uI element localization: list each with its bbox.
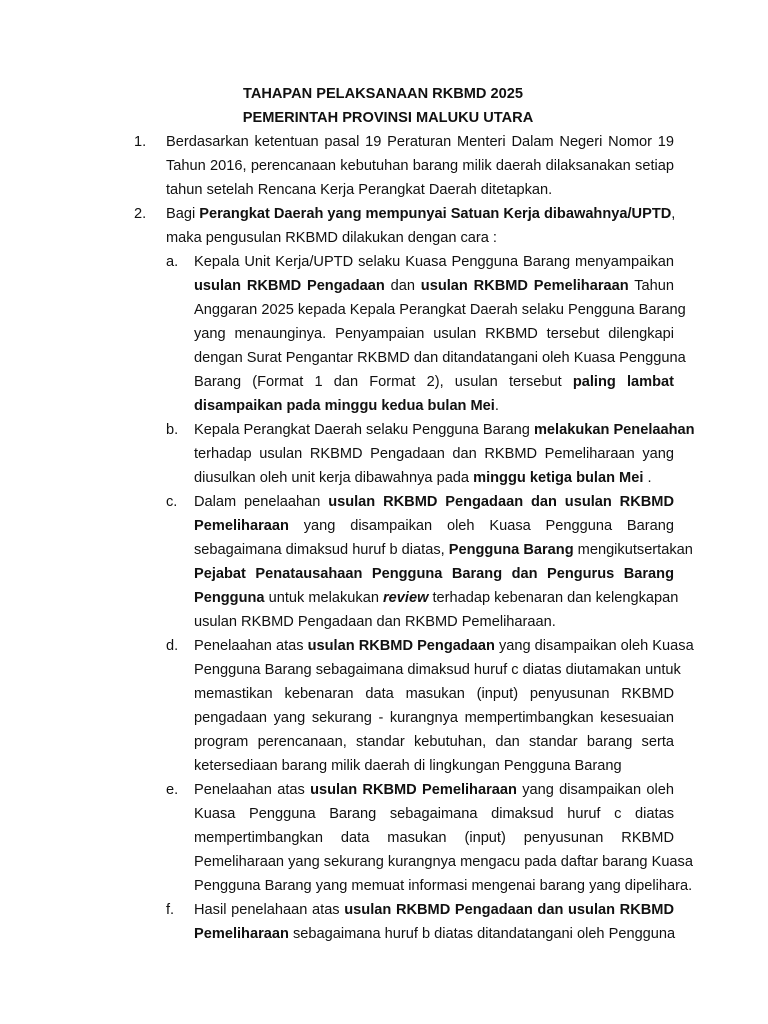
sub-list-letter: c.	[166, 494, 178, 510]
paragraph	[194, 898, 674, 946]
list-item-1	[0, 130, 768, 202]
text-line	[194, 346, 686, 370]
text-run: usulan RKBMD Pengadaan dan RKBMD Pemeliharaan.	[194, 614, 556, 630]
sub-list-letter: d.	[166, 638, 179, 654]
text-line	[194, 394, 674, 418]
text-run: mempertimbangkan data masukan (input) penyusunan RKBMD	[194, 830, 674, 846]
bold-text: Pemeliharaan	[194, 926, 289, 942]
text-line	[194, 538, 693, 562]
text-line	[194, 586, 679, 610]
text-line	[194, 898, 674, 922]
sub-list	[0, 250, 768, 946]
list-number: 2.	[134, 206, 147, 222]
sub-list-letter: f.	[166, 902, 175, 918]
text-run: diusulkan oleh unit kerja dibawahnya pada	[194, 470, 474, 486]
text-run: Kepala Perangkat Daerah selaku Pengguna Barang	[194, 422, 534, 438]
text-line	[194, 826, 674, 850]
text-line	[166, 130, 674, 154]
numbered-list	[0, 130, 768, 946]
text-line	[194, 250, 674, 274]
text-line	[194, 922, 674, 946]
text-run: Penelaahan atas	[194, 782, 311, 798]
sub-list-item	[0, 778, 768, 898]
text-line	[194, 274, 674, 298]
list-item-2	[0, 202, 768, 250]
text-run: Pemeliharaan yang sekurang kurangnya mengacu pada daftar barang Kuasa	[194, 854, 693, 870]
text-line	[194, 562, 674, 586]
text-line	[194, 706, 674, 730]
paragraph	[166, 202, 674, 250]
sub-list-letter: a.	[166, 254, 179, 270]
text-run: Berdasarkan ketentuan pasal 19 Peraturan Menteri Dalam Negeri Nomor 19	[166, 134, 674, 150]
sub-list-item	[0, 634, 768, 778]
sub-list-item	[0, 898, 768, 946]
text-line	[194, 802, 674, 826]
text-line	[194, 322, 674, 346]
text-run: dan	[384, 278, 421, 294]
bold-text: disampaikan pada minggu kedua bulan Mei	[194, 398, 495, 414]
text-run: pengadaan yang sekurang - kurangnya mempertimbangkan kesesuaian	[194, 710, 674, 726]
sub-list-item	[0, 490, 768, 634]
paragraph	[194, 490, 693, 634]
text-line	[194, 778, 674, 802]
text-line	[166, 178, 674, 202]
text-run: maka pengusulan RKBMD dilakukan dengan cara :	[166, 230, 497, 246]
text-line	[166, 202, 674, 226]
text-run: Kepala Unit Kerja/UPTD selaku Kuasa Pengguna Barang menyampaikan	[194, 254, 674, 270]
text-run: Bagi	[166, 206, 200, 222]
text-run: ketersediaan barang milik daerah di lingkungan Pengguna Barang	[194, 758, 622, 774]
bold-text: review	[383, 590, 429, 606]
bold-text: usulan RKBMD Pemeliharaan	[420, 278, 629, 294]
text-run: Barang (Format 1 dan Format 2), usulan tersebut	[194, 374, 573, 390]
text-line	[194, 682, 674, 706]
text-run: Pengguna Barang sebagaimana dimaksud huruf c diatas diutamakan untuk	[194, 662, 681, 678]
bold-text: Pemeliharaan	[194, 518, 289, 534]
bold-text: usulan RKBMD Pemeliharaan	[310, 782, 517, 798]
bold-text: Perangkat Daerah yang mempunyai Satuan Kerja dibawahnya/UPTD	[199, 206, 672, 222]
text-line	[166, 154, 674, 178]
text-run: yang disampaikan oleh	[516, 782, 674, 798]
sub-list-letter: e.	[166, 782, 179, 798]
text-run: Hasil penelahaan atas	[194, 902, 345, 918]
text-line	[194, 418, 695, 442]
text-run: ,	[671, 206, 676, 222]
bold-text: paling lambat	[572, 374, 675, 390]
text-run: sebagaimana huruf b diatas ditandatangani oleh Pengguna	[288, 926, 676, 942]
document-subtitle: PEMERINTAH PROVINSI MALUKU UTARA	[242, 110, 534, 126]
text-line	[194, 466, 674, 490]
text-run: program perencanaan, standar kebutuhan, dan standar barang serta	[194, 734, 674, 750]
sub-list-letter: b.	[166, 422, 179, 438]
text-run: Penelaahan atas	[194, 638, 308, 654]
text-line	[194, 658, 681, 682]
text-run: terhadap kebenaran dan kelengkapan	[428, 590, 679, 606]
text-line	[194, 298, 686, 322]
text-run: terhadap usulan RKBMD Pengadaan dan RKBMD Pemeliharaan yang	[194, 446, 674, 462]
text-run: tahun setelah Rencana Kerja Perangkat Daerah ditetapkan.	[166, 182, 553, 198]
text-run: .	[494, 398, 499, 414]
text-line	[194, 490, 674, 514]
bold-text: usulan RKBMD Pengadaan	[307, 638, 495, 654]
bold-text: usulan RKBMD Pengadaan dan usulan RKBMD	[328, 494, 674, 510]
paragraph	[194, 250, 686, 418]
paragraph	[194, 634, 694, 778]
text-run: yang disampaikan oleh Kuasa Pengguna Barang	[288, 518, 674, 534]
text-run: Pengguna Barang yang memuat informasi mengenai barang yang dipelihara.	[194, 878, 693, 894]
text-run: untuk melakukan	[264, 590, 383, 606]
text-run: Kuasa Pengguna Barang sebagaimana dimaksud huruf c diatas	[194, 806, 674, 822]
paragraph	[166, 130, 674, 202]
bold-text: Pejabat Penatausahaan Pengguna Barang dan Pengurus Barang	[194, 566, 674, 582]
text-line	[194, 754, 674, 778]
document-title: TAHAPAN PELAKSANAAN RKBMD 2025	[242, 86, 523, 102]
text-line	[194, 874, 693, 898]
bold-text: minggu ketiga bulan Mei	[473, 470, 644, 486]
paragraph	[194, 778, 693, 898]
bold-text: Pengguna Barang	[448, 542, 574, 558]
text-run: mengikutsertakan	[573, 542, 693, 558]
bold-text: usulan RKBMD Pengadaan	[194, 278, 385, 294]
text-run: memastikan kebenaran data masukan (input) penyusunan RKBMD	[194, 686, 674, 702]
sub-list-item	[0, 418, 768, 490]
text-line	[194, 634, 694, 658]
text-line	[194, 442, 674, 466]
sub-list-item	[0, 250, 768, 418]
text-line	[194, 730, 674, 754]
bold-text: Pengguna	[194, 590, 265, 606]
text-line	[194, 514, 674, 538]
text-run: sebagaimana dimaksud huruf b diatas,	[194, 542, 449, 558]
paragraph	[194, 418, 695, 490]
bold-text: usulan RKBMD Pengadaan dan usulan RKBMD	[344, 902, 674, 918]
text-run: yang disampaikan oleh Kuasa	[494, 638, 694, 654]
text-run: dengan Surat Pengantar RKBMD dan ditandatangani oleh Kuasa Pengguna	[194, 350, 686, 366]
text-run: yang menaunginya. Penyampaian usulan RKBMD tersebut dilengkapi	[194, 326, 674, 342]
text-line	[166, 226, 674, 250]
text-run: Anggaran 2025 kepada Kepala Perangkat Daerah selaku Pengguna Barang	[194, 302, 686, 318]
bold-text: melakukan Penelaahan	[533, 422, 695, 438]
text-line	[194, 850, 693, 874]
text-line	[194, 370, 674, 394]
text-run: Tahun 2016, perencanaan kebutuhan barang milik daerah dilaksanakan setiap	[166, 158, 674, 174]
text-run: Tahun	[628, 278, 674, 294]
text-line	[194, 610, 674, 634]
text-run: Dalam penelaahan	[194, 494, 329, 510]
list-number: 1.	[134, 134, 147, 150]
text-run: .	[643, 470, 652, 486]
